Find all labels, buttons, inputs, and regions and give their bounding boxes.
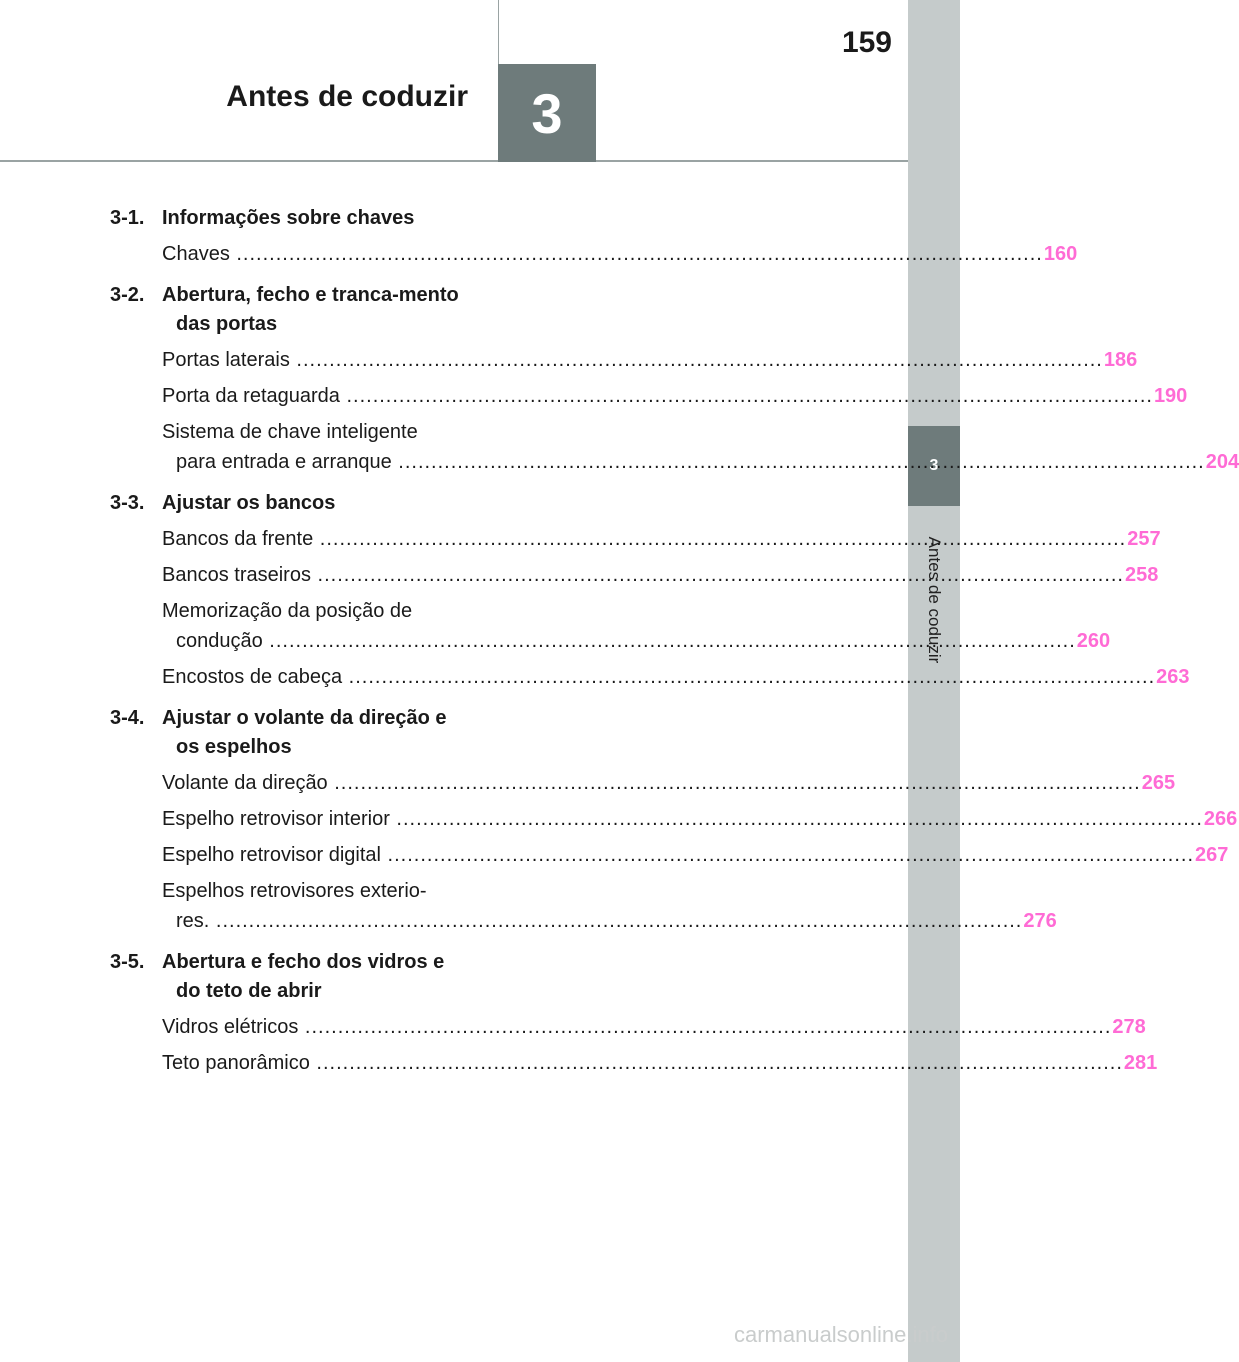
entry-label-line2: condução ..... <box>176 630 1076 652</box>
entry-page-link[interactable]: 263 <box>1156 666 1190 688</box>
entry-page-link[interactable]: 186 <box>1103 349 1138 371</box>
entry-label-line1: Espelhos retrovisores exterio- <box>162 880 427 902</box>
entry-label: Bancos traseiros ..... <box>162 560 1124 590</box>
entry-label: Teto panorâmico ..... <box>162 1048 1123 1078</box>
entry-label-line2: res. ..... <box>176 910 1022 932</box>
side-chapter-label: Antes de coduzir <box>925 536 944 664</box>
toc-section <box>110 281 462 339</box>
section-title: Ajustar os bancos <box>162 492 336 514</box>
entry-page-link[interactable]: 267 <box>1195 844 1229 866</box>
entry-label-line2: para entrada e arranque ..... <box>176 451 1205 473</box>
entry-label: Espelho retrovisor interior ..... <box>162 804 1203 834</box>
entry-page-link[interactable]: 190 <box>1153 385 1188 407</box>
entry-label-line1: Memorização da posição de <box>162 600 413 622</box>
section-title: Abertura e fecho dos vidros e do teto de abrir <box>162 951 445 1002</box>
entry-page-link[interactable]: 160 <box>1043 243 1078 265</box>
entry-page-link[interactable]: 265 <box>1141 772 1176 794</box>
toc-entry[interactable] <box>110 345 1138 375</box>
section-number: 3-5. <box>110 951 145 973</box>
toc-entry[interactable] <box>110 560 1159 590</box>
section-title: Abertura, fecho e tranca-mento das portas <box>162 284 459 335</box>
header-divider-vertical <box>498 0 499 64</box>
chapter-title: Antes de coduzir <box>226 80 468 113</box>
toc-section <box>110 948 462 1006</box>
section-number: 3-2. <box>110 284 145 306</box>
section-title: Ajustar o volante da direção e os espelhos <box>162 707 447 758</box>
toc-entry[interactable] <box>110 840 1229 870</box>
toc-entry[interactable] <box>110 381 1188 411</box>
entry-page-link[interactable]: 258 <box>1125 564 1159 586</box>
entry-label: Portas laterais ..... <box>162 345 1103 375</box>
entry-page-link[interactable]: 278 <box>1112 1016 1146 1038</box>
toc-entry[interactable] <box>110 804 1238 834</box>
toc-entry[interactable] <box>110 596 1111 656</box>
entry-label: Bancos da frente ..... <box>162 524 1126 554</box>
entry-page-link[interactable]: 266 <box>1203 808 1238 830</box>
entry-page-link[interactable]: 281 <box>1123 1052 1158 1074</box>
header-divider-horizontal <box>0 160 908 162</box>
toc-entry[interactable] <box>110 524 1161 554</box>
toc-entry[interactable] <box>110 768 1176 798</box>
chapter-number-box: 3 <box>498 64 596 162</box>
entry-page-link[interactable]: 204 <box>1205 451 1239 473</box>
section-title: Informações sobre chaves <box>162 207 415 229</box>
entry-label: Espelho retrovisor digital ..... <box>162 840 1194 870</box>
toc-entry[interactable] <box>110 662 1190 692</box>
page-number: 159 <box>841 26 892 59</box>
section-number: 3-1. <box>110 207 145 229</box>
entry-page-link[interactable]: 257 <box>1127 528 1161 550</box>
toc-entry[interactable] <box>110 417 1239 477</box>
toc-section <box>110 204 462 233</box>
toc-section <box>110 489 462 518</box>
entry-label: Encostos de cabeça ..... <box>162 662 1155 692</box>
section-number: 3-3. <box>110 492 145 514</box>
entry-label: Volante da direção ..... <box>162 768 1141 798</box>
entry-label: Chaves ..... <box>162 239 1043 269</box>
toc-entry[interactable] <box>110 239 1078 269</box>
entry-page-link[interactable]: 276 <box>1023 910 1057 932</box>
section-number: 3-4. <box>110 707 145 729</box>
toc-entry[interactable] <box>110 1012 1146 1042</box>
toc-entry[interactable] <box>110 1048 1158 1078</box>
entry-label: Vidros elétricos ..... <box>162 1012 1111 1042</box>
toc-section <box>110 704 462 762</box>
toc-entry[interactable] <box>110 876 1057 936</box>
watermark: carmanualsonline.info <box>733 1322 948 1347</box>
entry-label: Porta da retaguarda ..... <box>162 381 1153 411</box>
side-chapter-number: 3 <box>908 426 960 506</box>
entry-page-link[interactable]: 260 <box>1076 630 1111 652</box>
entry-label-line1: Sistema de chave inteligente <box>162 421 418 443</box>
